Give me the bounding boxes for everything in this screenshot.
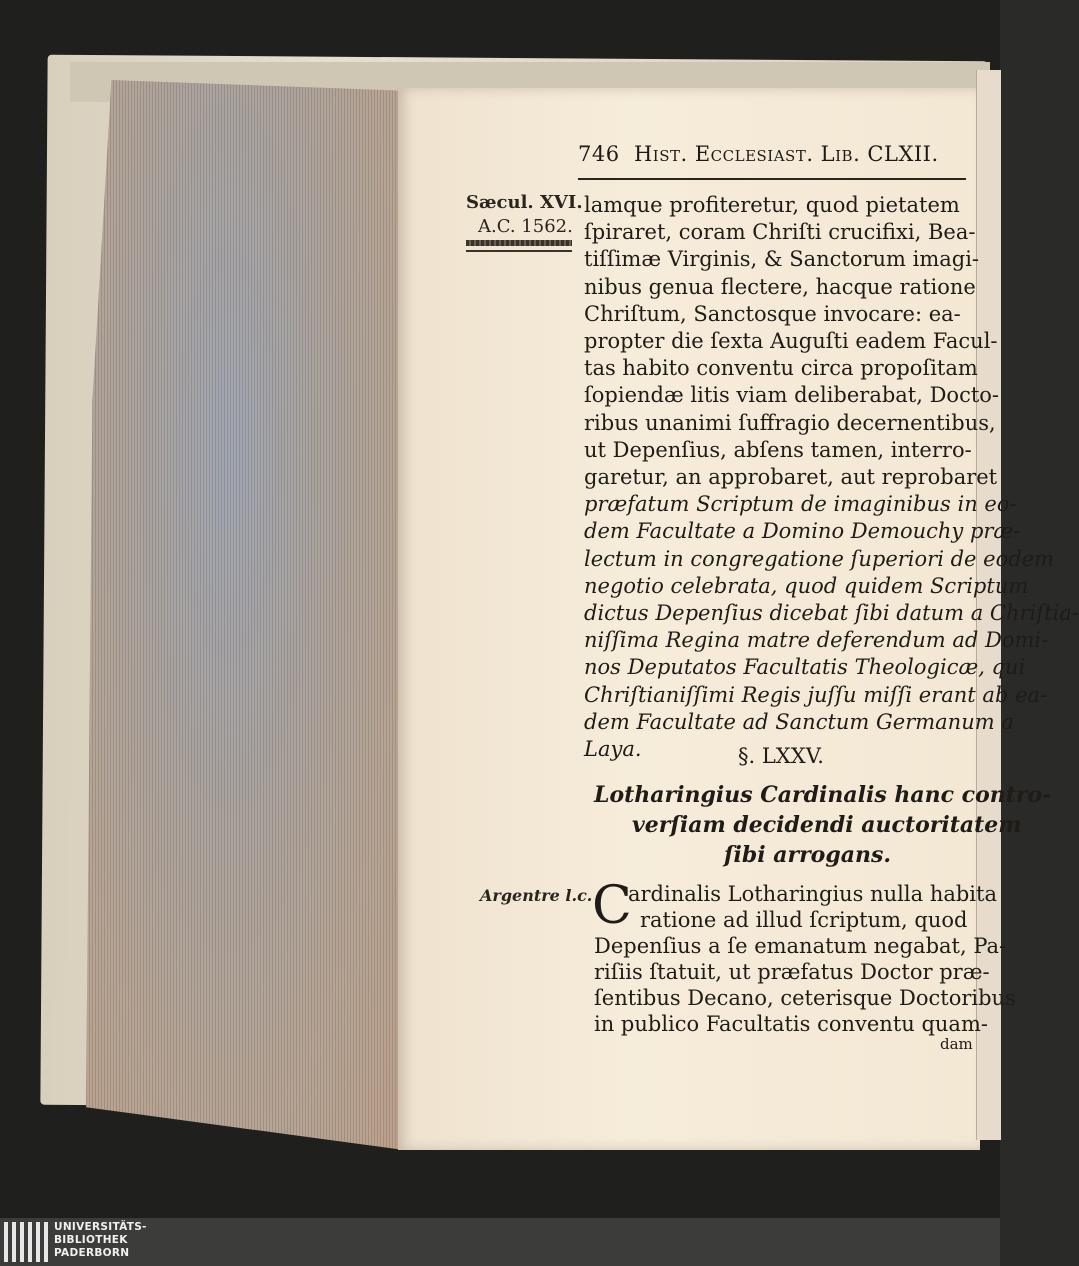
body-line: dem Facultate a Domino Demouchy præ- [584, 519, 1021, 544]
body-line: lamque profiteretur, quod pietatem [584, 193, 960, 217]
body-line: nos Deputatos Facultatis Theologicæ, qui [584, 655, 1026, 680]
paragraph-line: Depenſius a ſe emanatum negabat, Pa- [594, 934, 1007, 958]
drop-cap: C [592, 876, 632, 936]
body-line: ribus unanimi ſuffragio decernentibus, [584, 410, 996, 435]
body-line: ut Depenſius, abſens tamen, interro- [584, 437, 972, 462]
header-rule [578, 178, 966, 180]
paragraph-line: riſiis ſtatuit, ut præfatus Doctor præ- [594, 960, 990, 984]
heading-line: ſibi arrogans. [724, 842, 892, 868]
margin-ornament-rule [466, 250, 572, 252]
page-edges [86, 80, 404, 1150]
paragraph-line: in publico Facultatis conventu quam- [594, 1012, 988, 1036]
paragraph-line: ratione ad illud ſcriptum, quod [640, 908, 968, 932]
library-logo-icon [4, 1222, 48, 1262]
body-line: niſſima Regina matre deferendum ad Domi- [584, 628, 1049, 653]
body-line: lectum in congregatione ſuperiori de eodem [584, 546, 1054, 571]
body-line: Laya. [584, 737, 642, 761]
body-line: garetur, an approbaret, aut reprobaret [584, 465, 998, 489]
library-footer [0, 1218, 1000, 1266]
margin-ornament [466, 240, 572, 246]
margin-reference: Argentre l.c. [480, 886, 593, 905]
body-line: ſopiendæ litis viam deliberabat, Docto- [584, 383, 1000, 408]
body-line: negotio celebrata, quod quidem Scriptum [584, 573, 1029, 598]
library-name: UNIVERSITÄTS- BIBLIOTHEK PADERBORN [54, 1221, 147, 1259]
body-line: tas habito conventu circa propoſitam [584, 356, 978, 381]
running-title: Hist. Ecclesiast. Lib. CLXII. [633, 142, 939, 166]
body-line: Chriſtianiſſimi Regis juſſu miſſi erant ab ea- [584, 682, 1048, 707]
body-line: nibus genua flectere, hacque ratione [584, 274, 976, 299]
margin-century: Sæcul. XVI. [466, 192, 583, 213]
paragraph-line: dam [940, 1035, 973, 1053]
body-line: dictus Depenſius dicebat ſibi datum a Chriſtia- [584, 601, 1079, 625]
page-number: 746 [578, 142, 620, 166]
body-line: ſpiraret, coram Chriſti crucifixi, Bea- [584, 220, 976, 245]
body-line: præfatum Scriptum de imaginibus in eo- [584, 492, 1017, 517]
margin-year: A.C. 1562. [478, 216, 573, 237]
body-line: Chriſtum, Sanctosque invocare: ea- [584, 301, 961, 326]
heading-line: Lotharingius Cardinalis hanc contro- [594, 782, 1052, 808]
body-line: propter die ſexta Auguſti eadem Facul- [584, 329, 998, 353]
body-line: tiſſimæ Virginis, & Sanctorum imagi- [584, 247, 980, 272]
running-header [578, 142, 964, 166]
body-line: dem Facultate ad Sanctum Germanum a [584, 709, 1014, 734]
heading-line: verſiam decidendi auctoritatem [632, 812, 1022, 838]
paragraph-line: ſentibus Decano, ceterisque Doctoribus [594, 986, 1016, 1010]
section-number: §. LXXV. [738, 744, 824, 768]
paragraph-line: ardinalis Lotharingius nulla habita [628, 882, 997, 906]
